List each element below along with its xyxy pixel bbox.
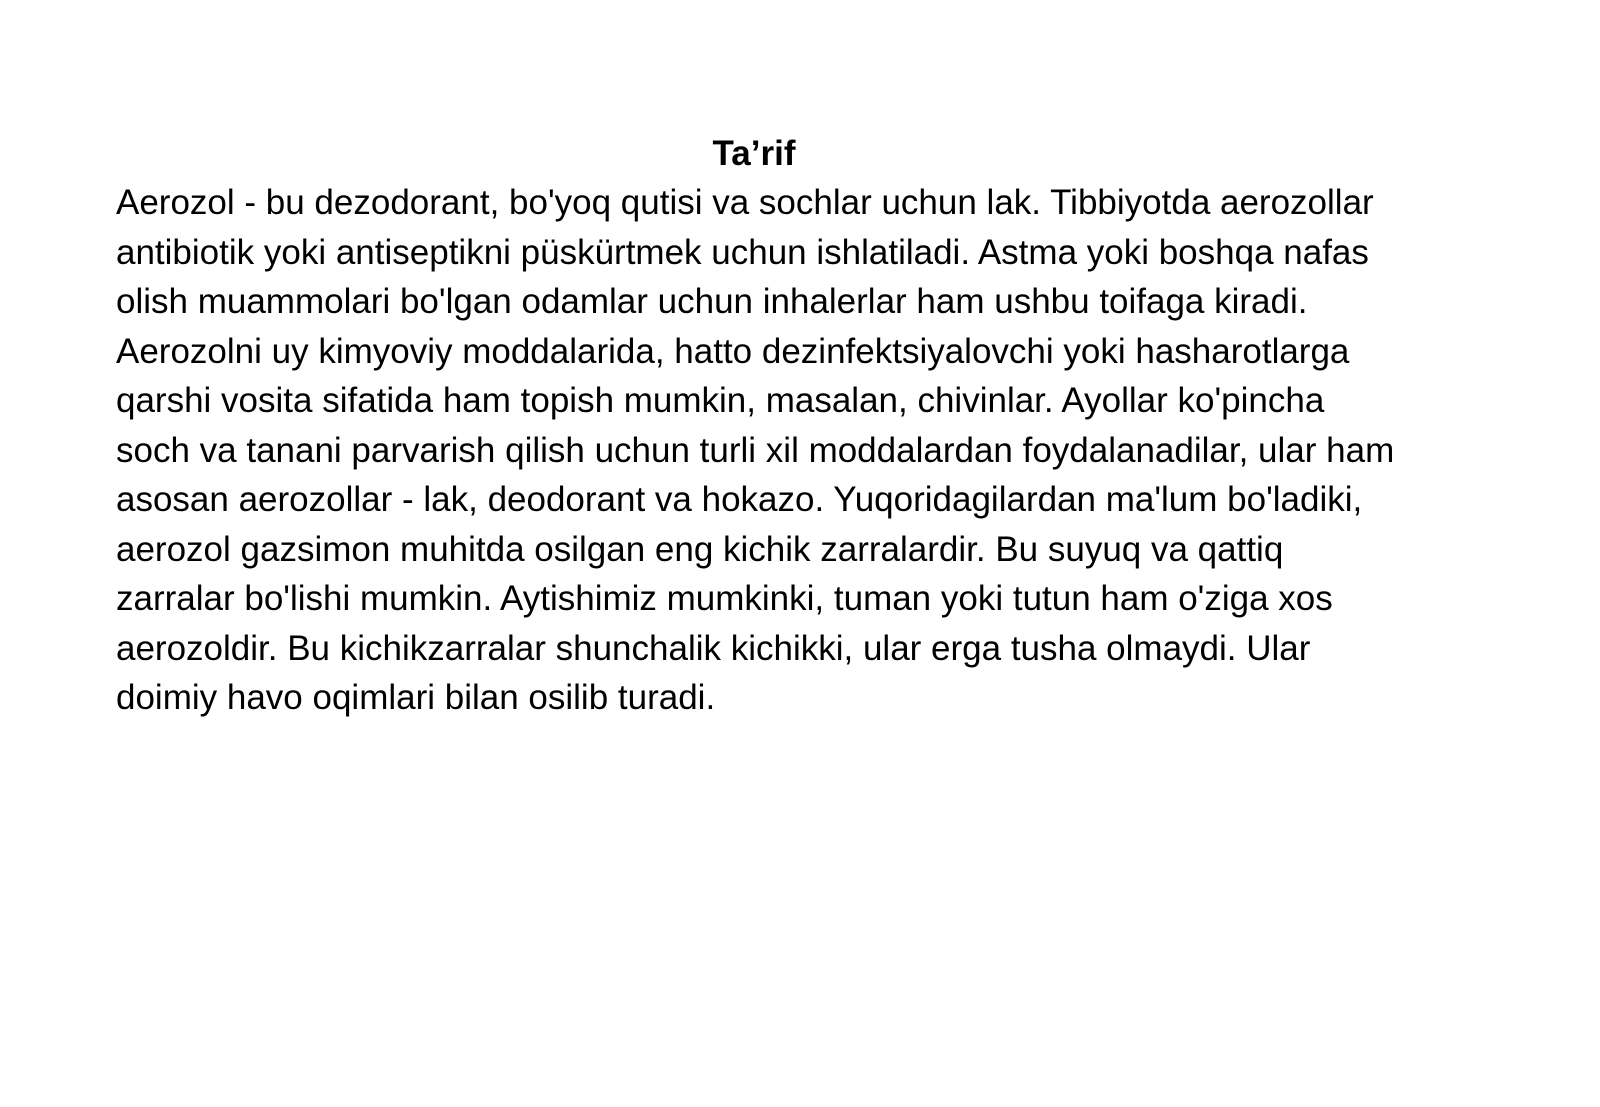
slide-content [116,130,1406,723]
slide-title: Ta’rif [712,134,796,173]
paragraph-definition: Aerozol - bu dezodorant, bo'yoq qutisi va sochlar uchun lak. Tibbiyotda aerozollar antibiotik yoki antiseptikni püskürtmek uchun ishlatiladi. Astma yoki boshqa nafas olish muammolari bo'lgan odamlar uchun inhalerlar ham ushbu toifaga kiradi. [116,183,1374,321]
paragraph-uses: Aerozolni uy kimyoviy moddalarida, hatto dezinfektsiyalovchi yoki hasharotlarga qarshi vosita sifatida ham topish mumkin, masalan, chivinlar. Ayollar ko'pincha soch va tanani parvarish qilish uchun turli xil moddalardan foydalanadilar, ular ham asosan aerozollar - lak, deodorant va hokazo. Yuqoridagilardan ma'lum bo'ladiki, aerozol gazsimon muhitda osilgan eng kichik zarralardir. Bu suyuq va qattiq zarralar bo'lishi mumkin. Aytishimiz mumkinki, tuman yoki tutun ham o'ziga xos aerozoldir. Bu kichikzarralar shunchalik kichikki, ular erga tusha olmaydi. Ular doimiy havo oqimlari bilan osilib turadi. [116,331,1395,717]
